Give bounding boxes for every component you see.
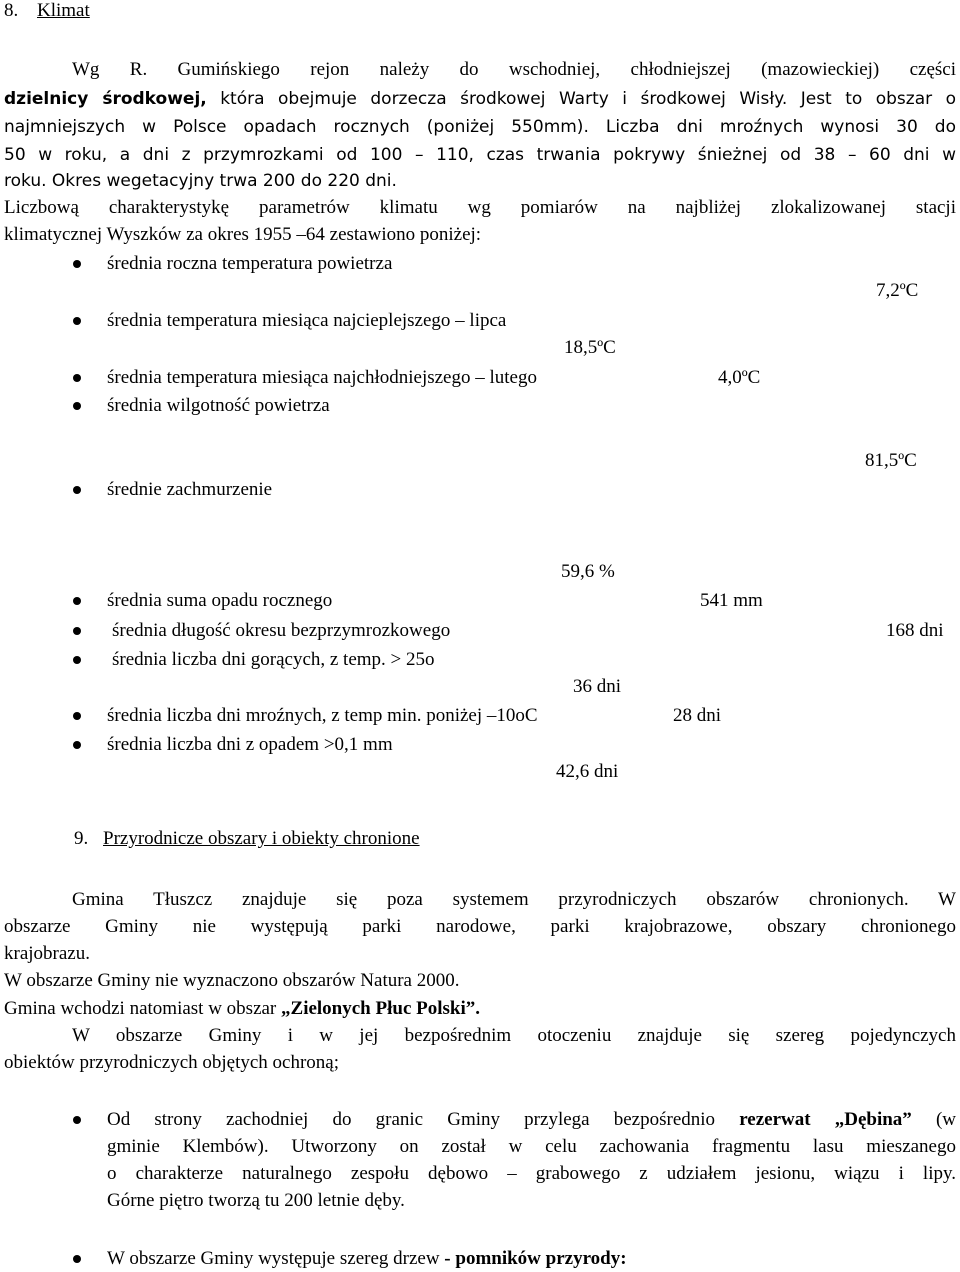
parameter-label: średnia liczba dni z opadem >0,1 mm xyxy=(107,734,393,755)
objects-line: obiektów przyrodniczych objętych ochroną; xyxy=(4,1052,340,1073)
section-8-heading xyxy=(4,0,90,22)
parameter-value: 168 dni xyxy=(886,620,944,641)
bullet-icon xyxy=(73,1116,81,1124)
protected-areas-line: obszarze Gminy nie występują parki narodowe, parki krajobrazowe, obszary chronionego xyxy=(4,916,956,937)
climate-paragraph-line: 50 w roku, a dni z przymrozkami od 100 – 110, czas trwania pokrywy śnieżnej od 38 – 60 dni w xyxy=(4,145,956,165)
reserve-line: Górne piętro tworzą tu 200 letnie dęby. xyxy=(107,1190,405,1211)
bullet-icon xyxy=(73,1255,81,1263)
bullet-icon xyxy=(73,656,81,664)
bullet-icon xyxy=(73,260,81,268)
parameter-value: 42,6 dni xyxy=(556,761,619,782)
parameter-value: 36 dni xyxy=(573,676,622,697)
bullet-icon xyxy=(73,317,81,325)
parameter-label: średnia temperatura miesiąca najcieplejszego – lipca xyxy=(107,310,507,331)
parameter-value: 7,2ºC xyxy=(876,280,919,301)
parameter-label: średnia liczba dni gorących, z temp. > 25o xyxy=(112,649,435,670)
objects-line: W obszarze Gminy i w jej bezpośrednim otoczeniu znajduje się szereg pojedynczych xyxy=(72,1025,956,1046)
station-paragraph-line: Liczbową charakterystykę parametrów klimatu wg pomiarów na najbliżej zlokalizowanej stacji xyxy=(4,197,956,218)
parameter-label: średnia wilgotność powietrza xyxy=(107,395,330,416)
section-number: 9. xyxy=(74,828,89,849)
section-9-heading xyxy=(74,828,420,850)
climate-paragraph-line: roku. Okres wegetacyjny trwa 200 do 220 dni. xyxy=(4,171,397,191)
reserve-line: Od strony zachodniej do granic Gminy przylega bezpośrednio rezerwat „Dębina” (w xyxy=(107,1109,956,1130)
station-paragraph-line: klimatycznej Wyszków za okres 1955 –64 zestawiono poniżej: xyxy=(4,224,482,245)
reserve-line: o charakterze naturalnego zespołu dębowo – grabowego z udziałem jesionu, wiązu i lipy. xyxy=(107,1163,956,1184)
bullet-icon xyxy=(73,627,81,635)
climate-paragraph-line: dzielnicy środkowej, która obejmuje dorzecza środkowej Warty i środkowej Wisły. Jest to obszar o xyxy=(4,89,956,109)
parameter-value: 18,5ºC xyxy=(564,337,616,358)
section-title: Klimat xyxy=(37,0,90,21)
protected-areas-line: krajobrazu. xyxy=(4,943,90,964)
monuments-line: W obszarze Gminy występuje szereg drzew - pomników przyrody: xyxy=(107,1248,627,1269)
parameter-label: średnia długość okresu bezprzymrozkowego xyxy=(112,620,451,641)
climate-paragraph-line: najmniejszych w Polsce opadach rocznych (poniżej 550mm). Liczba dni mroźnych wynosi 30 do xyxy=(4,117,956,137)
bullet-icon xyxy=(73,374,81,382)
green-lungs-line: Gmina wchodzi natomiast w obszar „Zielonych Płuc Polski”. xyxy=(4,998,481,1019)
section-title: Przyrodnicze obszary i obiekty chronione xyxy=(103,828,420,849)
bullet-icon xyxy=(73,597,81,605)
parameter-label: średnia roczna temperatura powietrza xyxy=(107,253,393,274)
protected-areas-line: Gmina Tłuszcz znajduje się poza systemem przyrodniczych obszarów chronionych. W xyxy=(72,889,956,910)
bullet-icon xyxy=(73,402,81,410)
parameter-value: 59,6 % xyxy=(561,561,615,582)
parameter-label: średnie zachmurzenie xyxy=(107,479,273,500)
climate-paragraph-line: Wg R. Gumińskiego rejon należy do wschodniej, chłodniejszej (mazowieckiej) części xyxy=(72,59,956,80)
parameter-value: 28 dni xyxy=(673,705,722,726)
natura-line: W obszarze Gminy nie wyznaczono obszarów Natura 2000. xyxy=(4,970,460,991)
bullet-icon xyxy=(73,712,81,720)
parameter-label: średnia temperatura miesiąca najchłodniejszego – lutego xyxy=(107,367,537,388)
reserve-line: gminie Klembów). Utworzony on został w celu zachowania fragmentu lasu mieszanego xyxy=(107,1136,956,1157)
parameter-label: średnia suma opadu rocznego xyxy=(107,590,333,611)
parameter-value: 81,5ºC xyxy=(865,450,917,471)
parameter-value: 541 mm xyxy=(700,590,763,611)
bullet-icon xyxy=(73,741,81,749)
parameter-label: średnia liczba dni mroźnych, z temp min. poniżej –10oC xyxy=(107,705,538,726)
bullet-icon xyxy=(73,486,81,494)
section-number: 8. xyxy=(4,0,19,21)
parameter-value: 4,0ºC xyxy=(718,367,761,388)
